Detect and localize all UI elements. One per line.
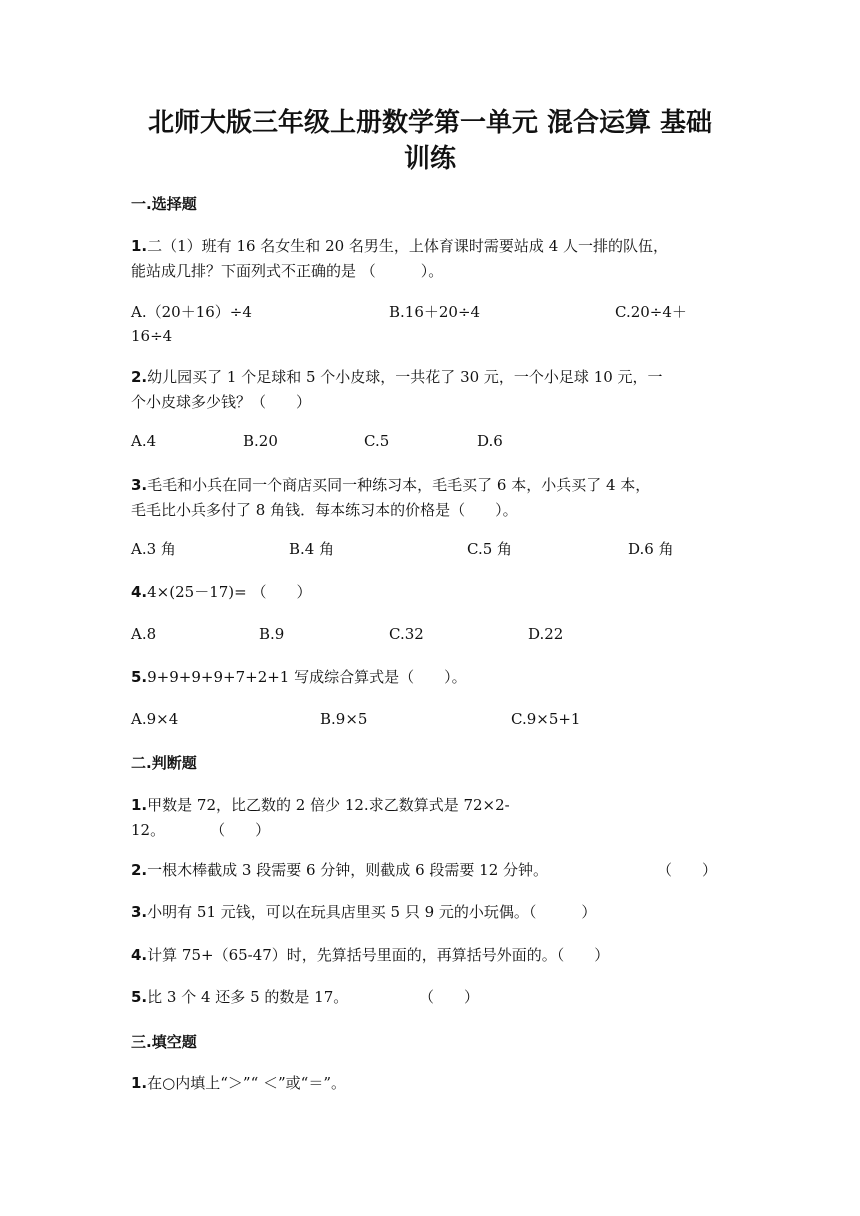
question-number: 2. [131, 861, 148, 879]
question-text: 一根木棒截成 3 段需要 6 分钟，则截成 6 段需要 12 分钟。 [147, 861, 549, 879]
question-text: 比 3 个 4 还多 5 的数是 17。 [147, 988, 349, 1006]
fill-question-1 [131, 1071, 731, 1096]
page-title [120, 105, 740, 177]
question-text: 小明有 51 元钱，可以在玩具店里买 5 只 9 元的小玩偶。（ ） [147, 903, 597, 921]
question-number: 5. [131, 988, 148, 1006]
question-number: 1. [131, 796, 148, 814]
option-c: C.5 角 [467, 540, 513, 558]
question-text-line2: 能站成几排？下面列式不正确的是 （ ）。 [131, 262, 444, 280]
choice-question-1 [131, 234, 731, 284]
question-number: 1. [131, 1074, 148, 1092]
question-text: 毛毛和小兵在同一个商店买同一种练习本，毛毛买了 6 本，小兵买了 4 本， [147, 476, 651, 494]
option-a: A.4 [131, 432, 157, 450]
option-c: C.9×5+1 [511, 710, 581, 728]
judge-question-1 [131, 793, 731, 843]
title-line-2: 训练 [403, 144, 456, 174]
choice-question-3 [131, 473, 731, 523]
option-a: A.3 角 [131, 540, 176, 558]
option-d: D.6 角 [628, 540, 674, 558]
question-text: 幼儿园买了 1 个足球和 5 个小皮球，一共花了 30 元，一个小足球 10 元，一 [147, 368, 663, 386]
option-b: B.20 [243, 432, 278, 450]
option-c: C.32 [389, 625, 424, 643]
option-a: A.8 [131, 625, 157, 643]
answer-blank: （ ） [419, 988, 480, 1006]
judge-question-3 [131, 900, 731, 925]
section-heading-choice: 一.选择题 [131, 195, 197, 213]
judge-question-4 [131, 943, 731, 968]
option-b: B.9×5 [320, 710, 368, 728]
judge-question-2 [131, 858, 731, 883]
choice-question-4 [131, 580, 731, 605]
question-number: 4. [131, 946, 148, 964]
question-number: 3. [131, 903, 148, 921]
question-text-line2: 毛毛比小兵多付了 8 角钱．每本练习本的价格是（ ）。 [131, 501, 518, 519]
question-text: 甲数是 72，比乙数的 2 倍少 12.求乙数算式是 72×2- [147, 796, 510, 814]
option-a: A.（20＋16）÷4 [131, 303, 252, 321]
question-number: 5. [131, 668, 148, 686]
question-number: 4. [131, 583, 148, 601]
option-c-continued: 16÷4 [131, 327, 173, 345]
choice-question-2 [131, 365, 731, 415]
option-b: B.16＋20÷4 [389, 303, 481, 321]
option-b: B.9 [259, 625, 285, 643]
question-text: 计算 75+（65-47）时，先算括号里面的，再算括号外面的。（ ） [147, 946, 610, 964]
section-heading-fill: 三.填空题 [131, 1033, 197, 1051]
option-c: C.5 [364, 432, 390, 450]
option-a: A.9×4 [131, 710, 179, 728]
option-c: C.20÷4＋ [615, 303, 687, 321]
question-text-line2: 个小皮球多少钱？（ ） [131, 393, 312, 411]
question-number: 2. [131, 368, 148, 386]
option-d: D.6 [477, 432, 503, 450]
question-number: 1. [131, 237, 148, 255]
question-text: 4×(25－17)= （ ） [147, 583, 312, 601]
question-text: 二（1）班有 16 名女生和 20 名男生，上体育课时需要站成 4 人一排的队伍， [147, 237, 669, 255]
question-number: 3. [131, 476, 148, 494]
title-line-1: 北师大版三年级上册数学第一单元 混合运算 基础 [147, 108, 713, 138]
section-heading-judge: 二.判断题 [131, 754, 197, 772]
question-text: 在○内填上“＞”“ ＜”或“＝”。 [147, 1074, 347, 1092]
question-text-line2: 12。 （ ） [131, 821, 271, 839]
option-b: B.4 角 [289, 540, 335, 558]
question-text: 9+9+9+9+7+2+1 写成综合算式是（ ）。 [147, 668, 467, 686]
answer-blank: （ ） [657, 861, 718, 879]
choice-question-5 [131, 665, 731, 690]
option-d: D.22 [528, 625, 564, 643]
